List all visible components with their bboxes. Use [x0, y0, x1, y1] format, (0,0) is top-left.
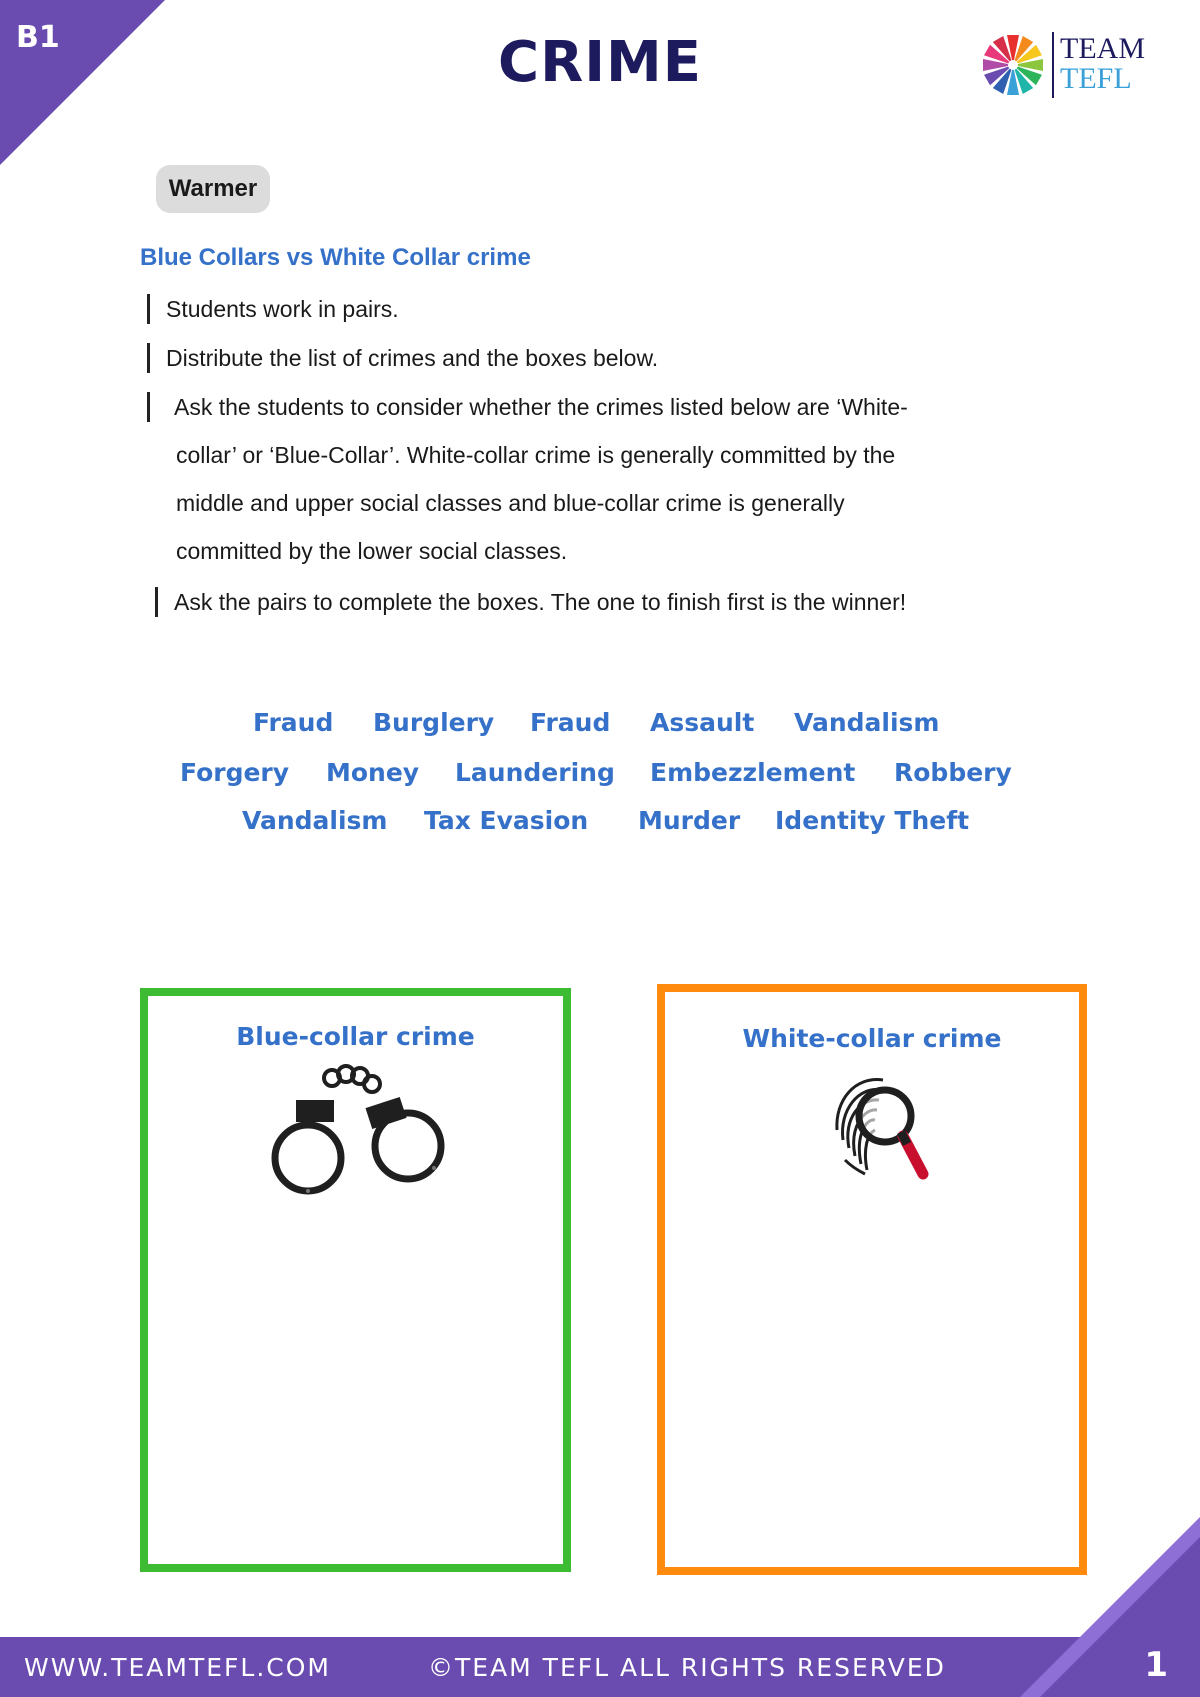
- word-item: Robbery: [894, 758, 1012, 787]
- logo-divider: [1052, 32, 1054, 98]
- instruction-bullet: [147, 392, 150, 422]
- handcuffs-icon: [268, 1062, 458, 1197]
- instruction-3-line-3: middle and upper social classes and blue-collar crime is generally: [176, 490, 845, 516]
- fingerprint-magnifier-icon: [825, 1070, 935, 1190]
- word-item: Murder: [638, 806, 741, 835]
- word-item: Burglery: [373, 708, 495, 737]
- instruction-4: Ask the pairs to complete the boxes. The one to finish first is the winner!: [174, 589, 907, 615]
- instruction-bullet: [147, 294, 150, 324]
- level-badge: B1: [16, 20, 60, 55]
- corner-decoration-bottom-right: [1040, 1537, 1200, 1697]
- word-item: Tax Evasion: [424, 806, 589, 835]
- section-label-warmer: Warmer: [156, 165, 270, 213]
- word-item: Laundering: [455, 758, 615, 787]
- logo-line-tefl: TEFL: [1060, 62, 1132, 95]
- instruction-bullet: [155, 587, 158, 617]
- instruction-bullet: [147, 343, 150, 373]
- pinwheel-icon: [980, 32, 1046, 98]
- blue-collar-label: Blue-collar crime: [236, 1022, 475, 1051]
- word-item: Vandalism: [794, 708, 940, 737]
- word-item: Embezzlement: [650, 758, 856, 787]
- logo-text: [1060, 34, 1145, 94]
- word-item: Fraud: [530, 708, 611, 737]
- word-item: Assault: [650, 708, 755, 737]
- page-number: 1: [1144, 1645, 1168, 1685]
- instruction-2: Distribute the list of crimes and the boxes below.: [166, 345, 659, 371]
- word-item: Money: [326, 758, 420, 787]
- white-collar-box: [657, 984, 1087, 1575]
- footer-copyright: ©TEAM TEFL ALL RIGHTS RESERVED: [428, 1653, 946, 1682]
- blue-collar-box: [140, 988, 571, 1572]
- logo-line-team: TEAM: [1060, 32, 1145, 65]
- instruction-1: Students work in pairs.: [166, 296, 399, 322]
- instruction-3-line-2: collar’ or ‘Blue-Collar’. White-collar crime is generally committed by the: [176, 442, 896, 468]
- footer-website: WWW.TEAMTEFL.COM: [24, 1653, 331, 1682]
- instruction-3-line-1: Ask the students to consider whether the crimes listed below are ‘White-: [174, 394, 908, 420]
- activity-title: Blue Collars vs White Collar crime: [140, 244, 531, 271]
- word-item: Vandalism: [242, 806, 388, 835]
- word-item: Forgery: [180, 758, 290, 787]
- instruction-3-line-4: committed by the lower social classes.: [176, 538, 568, 564]
- page-title: CRIME: [497, 30, 703, 95]
- team-tefl-logo: [980, 30, 1160, 100]
- word-item: Identity Theft: [775, 806, 970, 835]
- white-collar-label: White-collar crime: [742, 1024, 1002, 1053]
- word-item: Fraud: [253, 708, 334, 737]
